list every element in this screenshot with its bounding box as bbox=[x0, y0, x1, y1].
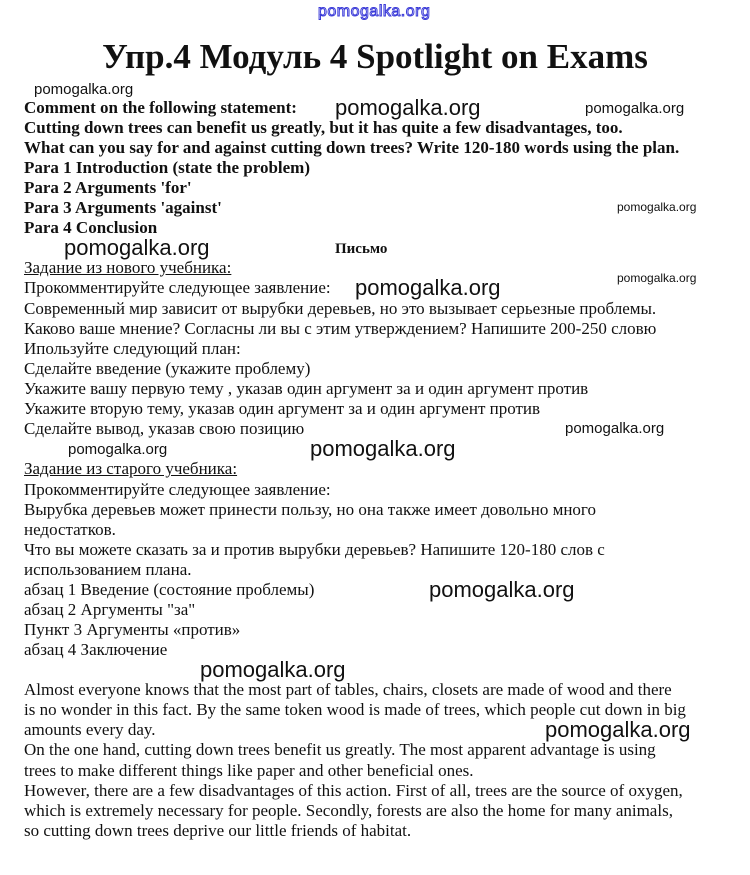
essay-line: is no wonder in this fact. By the same token wood is made of trees, which people cut down in big bbox=[24, 700, 686, 719]
watermark: pomogalka.org bbox=[429, 577, 575, 602]
old-textbook-line: абзац 2 Аргументы "за" bbox=[24, 600, 196, 619]
task-line: What can you say for and against cutting down trees? Write 120-180 words using the plan. bbox=[24, 138, 680, 157]
new-textbook-line: Сделайте вывод, указав свою позицию bbox=[24, 419, 305, 438]
new-textbook-heading: Задание из нового учебника: bbox=[24, 258, 232, 277]
watermark: pomogalka.org bbox=[545, 717, 691, 742]
watermark: pomogalka.org bbox=[585, 100, 685, 117]
new-textbook-line: Современный мир зависит от вырубки деревьев, но это вызывает серьезные проблемы. bbox=[24, 299, 657, 318]
watermark: pomogalka.org bbox=[200, 657, 346, 682]
old-textbook-line: использованием плана. bbox=[24, 560, 192, 579]
watermark: pomogalka.org bbox=[310, 436, 456, 461]
old-textbook-line: Пункт 3 Аргументы «против» bbox=[24, 620, 241, 639]
page-title: Упр.4 Модуль 4 Spotlight on Exams bbox=[102, 37, 648, 76]
old-textbook-line: недостатков. bbox=[24, 520, 116, 539]
new-textbook-line: Укажите вторую тему, указав один аргумент за и один аргумент против bbox=[24, 399, 541, 418]
new-textbook-line: Сделайте введение (укажите проблему) bbox=[24, 359, 311, 378]
watermark: pomogalka.org bbox=[565, 420, 665, 437]
task-line: Para 2 Arguments 'for' bbox=[24, 178, 192, 197]
watermark: pomogalka.org bbox=[335, 95, 481, 120]
new-textbook-line: Ипользуйте следующий план: bbox=[24, 339, 241, 358]
new-textbook-line: Укажите вашу первую тему , указав один аргумент за и один аргумент против bbox=[24, 379, 589, 398]
old-textbook-line: Вырубка деревьев может принести пользу, но она также имеет довольно много bbox=[24, 500, 596, 519]
old-textbook-heading: Задание из старого учебника: bbox=[24, 459, 238, 478]
old-textbook-line: Прокомментируйте следующее заявление: bbox=[24, 480, 331, 499]
task-line: Comment on the following statement: bbox=[24, 98, 297, 117]
essay-line: amounts every day. bbox=[24, 720, 156, 739]
watermark: pomogalka.org bbox=[617, 271, 697, 285]
watermark: pomogalka.org bbox=[64, 235, 210, 260]
letter-heading: Письмо bbox=[335, 241, 388, 257]
old-textbook-line: Что вы можете сказать за и против вырубки деревьев? Напишите 120-180 слов с bbox=[24, 540, 605, 559]
new-textbook-line: Прокомментируйте следующее заявление: bbox=[24, 278, 331, 297]
essay-line: However, there are a few disadvantages of this action. First of all, trees are the source of oxygen, bbox=[24, 781, 683, 800]
essay-line: which is extremely necessary for people. Secondly, forests are also the home for many animals, bbox=[24, 801, 673, 820]
task-line: Para 1 Introduction (state the problem) bbox=[24, 158, 310, 177]
essay-line: trees to make different things like paper and other beneficial ones. bbox=[24, 761, 474, 780]
watermark: pomogalka.org bbox=[68, 441, 168, 458]
new-textbook-line: Каково ваше мнение? Согласны ли вы с этим утверждением? Напишите 200-250 словю bbox=[24, 319, 657, 338]
essay-line: Almost everyone knows that the most part of tables, chairs, closets are made of wood and there bbox=[24, 680, 672, 699]
task-line: Para 3 Arguments 'against' bbox=[24, 198, 222, 217]
watermark: pomogalka.org bbox=[617, 200, 697, 214]
essay-line: so cutting down trees deprive our little friends of habitat. bbox=[24, 821, 412, 840]
essay-line: On the one hand, cutting down trees benefit us greatly. The most apparent advantage is using bbox=[24, 740, 656, 759]
task-line: Cutting down trees can benefit us greatly, but it has quite a few disadvantages, too. bbox=[24, 118, 623, 137]
old-textbook-line: абзац 4 Заключение bbox=[24, 640, 168, 659]
task-line: Para 4 Conclusion bbox=[24, 218, 158, 237]
watermark-top: pomogalka.org bbox=[318, 3, 431, 20]
watermark: pomogalka.org bbox=[34, 81, 134, 98]
old-textbook-line: абзац 1 Введение (состояние проблемы) bbox=[24, 580, 315, 599]
watermark: pomogalka.org bbox=[355, 275, 501, 300]
